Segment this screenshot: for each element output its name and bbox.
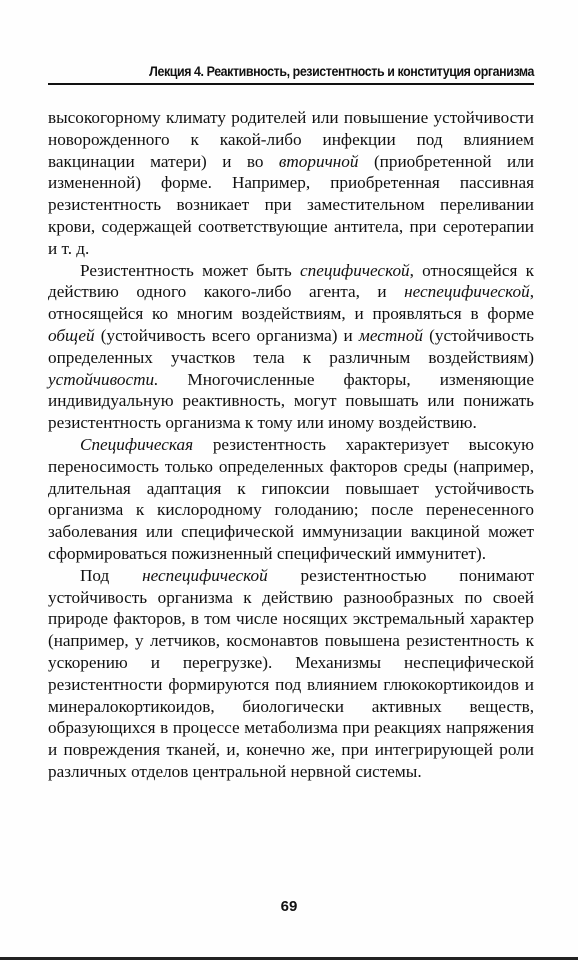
paragraph-3 [48,434,534,565]
emphasis-term: неспецифической [404,282,530,302]
text-run: Под [80,565,143,585]
text-run: (устойчивость всего организма) и [94,325,359,345]
running-head: Лекция 4. Реактивность, резистентность и конституция организма [149,64,534,79]
text-run: резистентностью понимают устойчивость организма к действию разнообразных по своей природе факторов, в том числе носящих экстремальный характер (например, у летчиков, космонавтов повышена резистентность к ускорению и перегрузке). Механизмы неспецифической резистентности формируются под влиянием глюкокортикоидов и минералокортикоидов, биологически активных веществ, образующихся в процессе метаболизма при реакциях напряжения и повреждения тканей, и, конечно же, при интегрирующей роли различных отделов центральной нервной системы. [48,565,535,781]
page-number: 69 [280,898,298,915]
text-run: высокогорному климату родителей или повышение устойчивости новорожденного к какой-либо инфекции под влиянием вакцинации матери) и во [48,108,534,171]
emphasis-term: общей [48,325,95,345]
text-run: , относящейся к действию одного какого-либо агента, и [48,260,534,302]
body-text [48,107,534,783]
header-rule [48,83,534,85]
emphasis-term: неспецифической [142,565,268,585]
text-run: (приобретенной или измененной) форме. Например, приобретенная пассивная резистентность возникает при заместительном переливании крови, содержащей соответствующие антитела, при серотерапии и т. д. [48,151,534,258]
text-run: , относящейся ко многим воздействиям, и проявляться в форме [48,282,534,324]
emphasis-term: местной [358,325,424,345]
emphasis-term: специфической [300,260,410,280]
paragraph-4 [48,565,534,783]
emphasis-term: устойчивости. [48,369,159,389]
emphasis-term: вторичной [278,151,359,171]
text-run: (устойчивость определенных участков тела к различным воздействиям) [48,325,534,367]
text-run: резистентность характеризует высокую переносимость только определенных факторов среды (например, длительная адаптация к гипоксии повышает устойчивость организма к кислородному голоданию; после перенесенного заболевания или специфической иммунизации вакциной может сформироваться пожизненный специфический иммунитет). [48,434,534,563]
text-run: Многочисленные факторы, изменяющие индивидуальную реактивность, могут повышать или понижать резистентность организма к тому или иному воздействию. [48,369,534,433]
paragraph-2 [48,260,534,434]
paragraph-1 [48,107,534,260]
text-run: Резистентность может быть [80,260,300,280]
emphasis-term: Специфическая [80,434,194,454]
